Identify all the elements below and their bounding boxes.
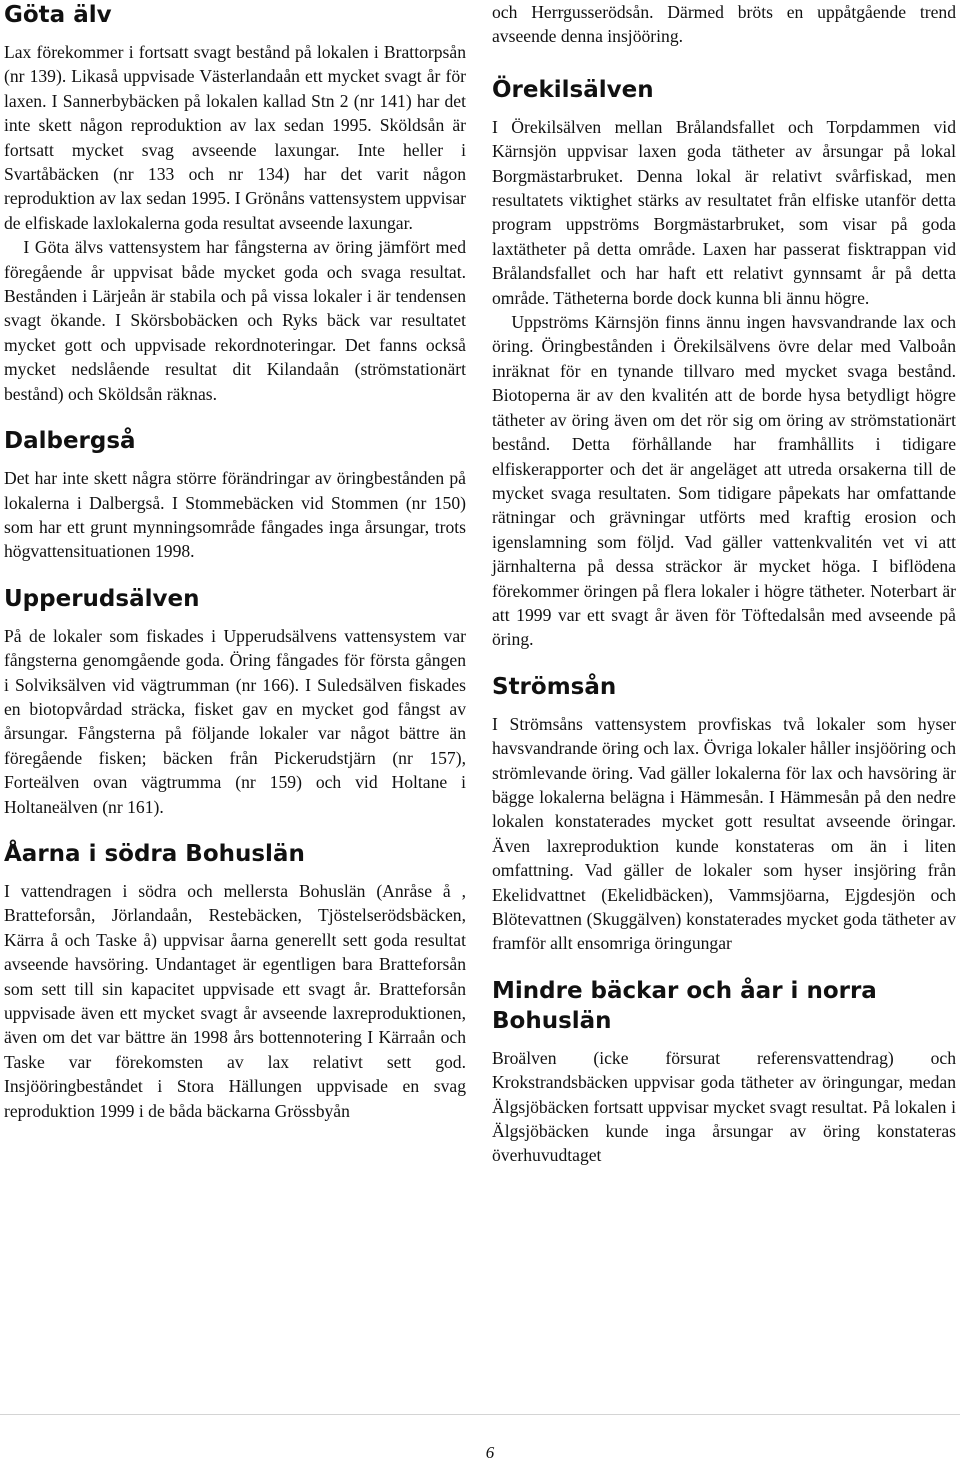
- page-number: 6: [485, 1443, 495, 1462]
- section-gota-alv: [4, 0, 466, 406]
- body-paragraph: I Göta älvs vattensystem har fångsterna av öring jämfört med föregående år uppvisat både mycket goda och svaga resultat. Bestånden i Lärjeån är stabila och på vissa lokaler i är tendensen svagt ökande. I Skörsbobäcken och Ryks bäck var resultatet mycket gott och uppvisade rekordnoteringar. Det fanns också mycket nedslående resultat dit Kilandaån (strömstationärt bestånd) och Sköldsån räknas.: [4, 237, 466, 404]
- section-heading: Dalbergså: [4, 428, 136, 455]
- section-upperudsalven: [4, 584, 466, 819]
- body-paragraph: Det har inte skett några större förändringar av öringbestånden på lokalerna i Dalbergså. I Stommebäcken vid Stommen (nr 150) som har ett grunt mynningsområde fångades inga årsungar, trots högvattensituationen 1998.: [4, 468, 466, 562]
- section-heading: Åarna i södra Bohuslän: [4, 840, 305, 867]
- body-paragraph: I vattendragen i södra och mellersta Bohuslän (Anråse å , Bratteforsån, Jörlandaån, Restebäcken, Tjöstelserödsbäcken, Kärra å och Taske å) uppvisar åarna generellt sett goda resultat avseende havsöring. Undantaget är egentligen bara Bratteforsån som sett till sin kapacitet uppvisade ett svagt år. Bratteforsån uppvisade även ett mycket svagt år avseende laxreproduktionen, även om det var bättre än 1998 års bottennotering I Kärraån och Taske var förekomsten av lax relativt sett god. Insjööringbeståndet i Stora Hällungen uppvisade en svag reproduktion 1999 i de båda bäckarna Grössbyån: [4, 880, 466, 1121]
- section-heading: Upperudsälven: [4, 585, 200, 612]
- body-paragraph: I Örekilsälven mellan Brålandsfallet och Torpdammen vid Kärnsjön uppvisar laxen goda tätheter av årsungar på lokal Borgmästarbruket. Denna lokal är relativt svårfiskad, men resultatets viktighet stärks av resultatet från elfiske utanför detta program uppströms Borgmästarbruket, som visar på goda laxtätheter på detta område. Laxen har passerat fisktrappan vid Brålandsfallet och har haft ett relativt gynnsamt år på detta område. Tätheterna borde dock kunna bli ännu högre.: [492, 116, 956, 308]
- section-heading: Örekilsälven: [492, 76, 654, 103]
- body-paragraph: Broälven (icke försurat referensvattendrag) och Krokstrandsbäcken uppvisar goda tätheter av öringungar, medan Älgsjöbäcken fortsatt uppvisar mycket svagt resultat. På lokalen i Älgsjöbäcken kunde inga årsungar av öring konstateras överhuvudtaget: [492, 1047, 956, 1166]
- body-paragraph: Uppströms Kärnsjön finns ännu ingen havsvandrande lax och öring. Öringbestånden i Örekilsälvens övre delar med Valboån inräknat för en tynande tillvaro med mycket svaga bestånd. Biotoperna är av den kvalitén att de borde hysa betydligt högre tätheter av öring även om det rör sig om öring av strömstationärt bestånd. Detta förhållande har framhållits i tidigare elfiskerapporter och det är angeläget att utreda orsakerna till de mycket svaga resultaten. Som tidigare påpekats har omfattande rätningar och grävningar utförts med kraftig erosion och igenslamning som följd. Vad gäller vattenkvalitén vet vi att järnhalterna på dessa sträckor är mycket höga. I biflödena förekommer öringen på flera lokaler i högre tätheter. Noterbart är att 1999 var ett svagt år även för Töftedalsån med avseende på öring.: [492, 312, 956, 650]
- section-stromsan: [492, 672, 956, 956]
- left-column: [4, 0, 466, 1143]
- section-orekilsalven: [492, 75, 956, 652]
- section-heading: Göta älv: [4, 2, 112, 28]
- right-column: [492, 0, 956, 1188]
- section-mindre-backar: [492, 976, 956, 1168]
- body-paragraph: På de lokaler som fiskades i Upperudsälvens vattensystem var fångsterna genomgående goda. Öring fångades för första gången i Solviksälven vid vägtrumman (nr 166). I Suledsälven fiskades en biotopvårdad sträcka, fisket gav en mycket god fångst av årsungar. Fångsterna på följande lokaler var något bättre än föregående fisken; bäcken från Pickerudstjärn (nr 157), Forteälven ovan vägtrumma (nr 159) och vid Holtane i Holtaneälven (nr 161).: [4, 625, 466, 817]
- section-heading: Mindre bäckar och åar i norra Bohuslän: [492, 977, 877, 1034]
- section-heading: Strömsån: [492, 673, 617, 700]
- body-paragraph: I Strömsåns vattensystem provfiskas två lokaler som hyser havsvandrande öring och lax. Övriga lokaler håller insjööring och strömlevande öring. Vad gäller lokalerna för lax och havsöring är bägge lokalerna belägna i Hämmesån. I Hämmesån på den nedre lokalen konstaterades mycket gott resultat avseende öringar. Även laxreproduktion kunde konstateras om än i liten omfattning. Vad gäller de lokaler som hyser insjöring från Ekelidvattnet (Ekelidbäcken), Vammsjöarna, Ejgdesjön och Blötevattnen (Skuggälven) konstaterades mycket goda tätheter av framför allt ensomriga öringungar: [492, 713, 956, 954]
- section-dalbergsa: [4, 426, 466, 564]
- continuation-paragraph: och Herrgusserödsån. Därmed bröts en uppåtgående trend avseende denna insjööring.: [492, 2, 956, 47]
- section-aarna-sodra-bohuslan: [4, 839, 466, 1123]
- footer-divider: [0, 1414, 960, 1415]
- body-paragraph: Lax förekommer i fortsatt svagt bestånd på lokalen i Brattorpsån (nr 139). Likaså uppvisade Västerlandaån ett mycket svagt år för laxen. I Sannerbybäcken på lokalen kallad Stn 2 (nr 141) har det inte skett någon reproduktion av lax sedan 1995. Sköldsån är fortsatt mycket svag avseende laxungar. Inte heller i Svartåbäcken (nr 133 och nr 134) har det varit någon reproduktion av lax sedan 1995. I Grönåns vattensystem uppvisar de elfiskade laxlokalerna goda resultat avseende laxungar.: [4, 42, 466, 233]
